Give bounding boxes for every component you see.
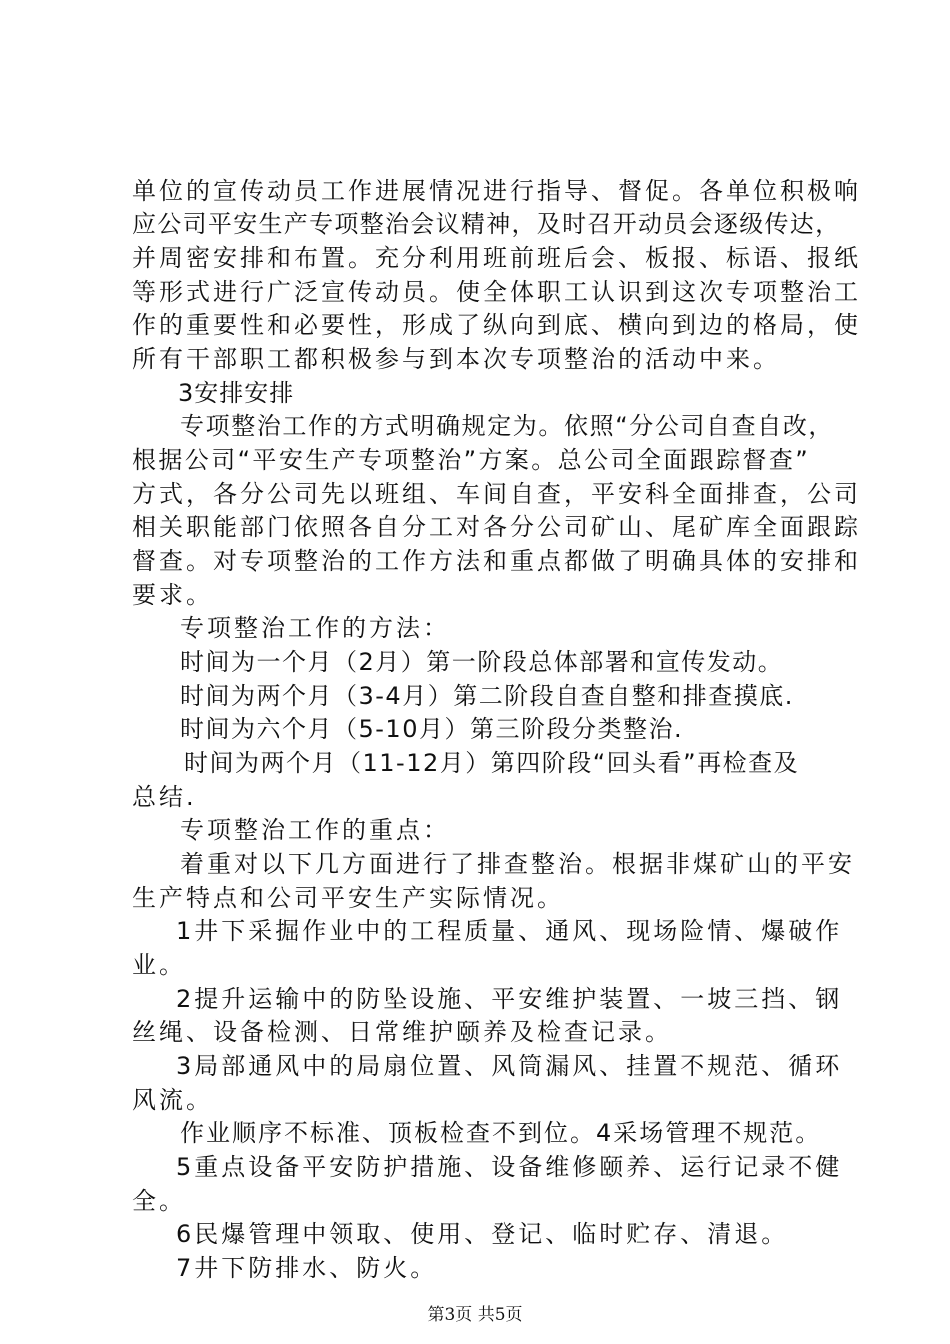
text-line: 相关职能部门依照各自分工对各分公司矿山、尾矿库全面跟踪	[132, 513, 861, 541]
page-footer: 第3页 共5页	[427, 1305, 523, 1325]
text-line: 专项整治工作的重点：	[180, 816, 450, 844]
text-line: 3局部通风中的局扇位置、风筒漏风、挂置不规范、循环	[176, 1052, 843, 1080]
section-heading: 3安排安排	[178, 379, 295, 407]
text-line: 业。	[132, 951, 186, 979]
text-line: 时间为两个月（11-12月）第四阶段“回头看”再检查及	[184, 749, 800, 777]
text-line: 全。	[132, 1187, 186, 1215]
text-line: 作业顺序不标准、顶板检查不到位。4采场管理不规范。	[180, 1119, 822, 1147]
text-line: 7井下防排水、防火。	[176, 1254, 438, 1282]
text-line: 单位的宣传动员工作进展情况进行指导、督促。各单位积极响	[132, 177, 861, 205]
text-line: 时间为一个月（2月）第一阶段总体部署和宣传发动。	[180, 648, 784, 676]
text-line: 总结.	[132, 783, 197, 811]
text-line: 督查。对专项整治的工作方法和重点都做了明确具体的安排和	[132, 547, 861, 575]
text-line: 并周密安排和布置。充分利用班前班后会、板报、标语、报纸	[132, 244, 861, 272]
text-line: 时间为六个月（5-10月）第三阶段分类整治.	[180, 715, 684, 743]
text-line: 6民爆管理中领取、使用、登记、临时贮存、清退。	[176, 1220, 789, 1248]
text-line: 生产特点和公司平安生产实际情况。	[132, 884, 564, 912]
text-line: 风流。	[132, 1086, 213, 1114]
text-line: 丝绳、设备检测、日常维护颐养及检查记录。	[132, 1018, 672, 1046]
text-line: 等形式进行广泛宣传动员。使全体职工认识到这次专项整治工	[132, 278, 861, 306]
text-line: 根据公司“平安生产专项整治”方案。总公司全面跟踪督查”	[132, 446, 811, 474]
text-line: 专项整治工作的方式明确规定为。依照“分公司自查自改，	[180, 412, 835, 440]
text-line: 着重对以下几方面进行了排查整治。根据非煤矿山的平安	[180, 850, 855, 878]
text-line: 方式，各分公司先以班组、车间自查，平安科全面排查，公司	[132, 480, 861, 508]
text-line: 时间为两个月（3-4月）第二阶段自查自整和排查摸底.	[180, 682, 794, 710]
text-line: 5重点设备平安防护措施、设备维修颐养、运行记录不健	[176, 1153, 843, 1181]
text-line: 所有干部职工都积极参与到本次专项整治的活动中来。	[132, 345, 780, 373]
text-line: 作的重要性和必要性，形成了纵向到底、横向到边的格局，使	[132, 311, 861, 339]
text-line: 应公司平安生产专项整治会议精神，及时召开动员会逐级传达，	[132, 210, 841, 238]
text-line: 2提升运输中的防坠设施、平安维护装置、一坡三挡、钢	[176, 985, 843, 1013]
text-line: 1井下采掘作业中的工程质量、通风、现场险情、爆破作	[176, 917, 843, 945]
text-line: 要求。	[132, 581, 213, 609]
text-line: 专项整治工作的方法：	[180, 614, 450, 642]
